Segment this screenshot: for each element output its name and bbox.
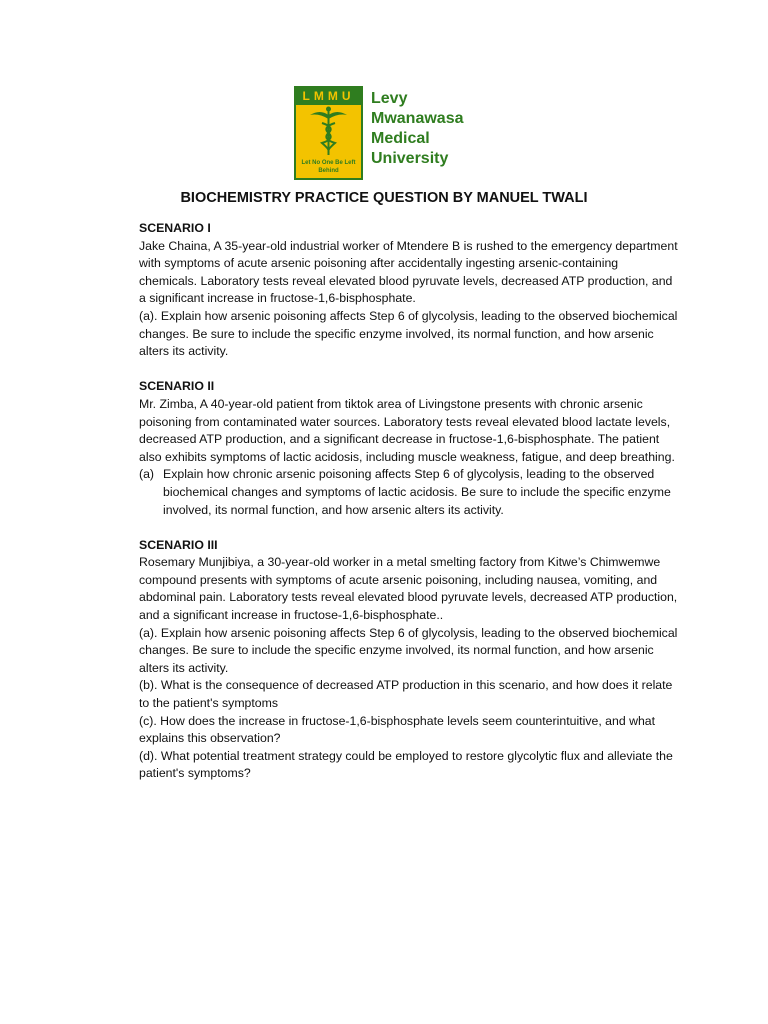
scenario-heading: SCENARIO I: [139, 221, 211, 235]
logo-abbreviation: LMMU: [296, 88, 361, 105]
logo-motto: Let No One Be Left Behind: [296, 157, 361, 178]
document-title: BIOCHEMISTRY PRACTICE QUESTION BY MANUEL TWALI: [180, 190, 588, 206]
logo-name-line: Levy: [371, 90, 408, 107]
caduceus-icon: [296, 105, 361, 157]
question-label: (a): [139, 467, 155, 482]
scenario-text: Jake Chaina, A 35-year-old industrial worker of Mtendere B is rushed to the emergency department with symptoms of acute arsenic poisoning after accidentally ingesting arsenic-containing chemicals. Laboratory tests reveal elevated blood pyruvate levels, decreased ATP production, and a significant increase in fructose-1,6-bisphosphate.: [139, 238, 678, 306]
question-item: (c). How does the increase in fructose-1,6-bisphosphate levels seem counterintuitive, and what explains this observation?: [139, 713, 656, 746]
question-item: (d). What potential treatment strategy could be employed to restore glycolytic flux and alleviate the patient's symptoms?: [139, 748, 673, 781]
logo-university-name: [371, 89, 491, 169]
scenario-text: Mr. Zimba, A 40-year-old patient from tiktok area of Livingstone presents with chronic arsenic poisoning from contaminated water sources. Laboratory tests reveal elevated blood lactate levels, decreased ATP production, and a significant decrease in fructose-1,6-bisphosphate. The patient also exhibits symptoms of lactic acidosis, including muscle weakness, fatigue, and deep breathing.: [139, 396, 675, 464]
question-text: Explain how chronic arsenic poisoning affects Step 6 of glycolysis, leading to the observed biochemical changes and symptoms of lactic acidosis. Be sure to include the specific enzyme involved, its normal function, and how arsenic alters its activity.: [163, 467, 671, 517]
question-item: [139, 466, 679, 519]
logo-name-line: Mwanawasa: [371, 110, 464, 127]
question-item: (b). What is the consequence of decreased ATP production in this scenario, and how does it relate to the patient's symptoms: [139, 678, 673, 711]
scenario-heading: SCENARIO II: [139, 379, 215, 394]
logo-name-line: Medical: [371, 130, 430, 147]
scenario-text: Rosemary Munjibiya, a 30-year-old worker in a metal smelting factory from Kitwe’s Chimwemwe compound presents with symptoms of acute arsenic poisoning, including nausea, vomiting, and abdominal pain. Laboratory tests reveal elevated blood pyruvate levels, decreased ATP production, and a significant increase in fructose-1,6-bisphosphate..: [139, 555, 678, 623]
scenario-heading: SCENARIO III: [139, 537, 218, 552]
question-item: (a). Explain how arsenic poisoning affects Step 6 of glycolysis, leading to the observed biochemical changes. Be sure to include the specific enzyme involved, its normal function, and how arsenic alters its activity.: [139, 308, 678, 359]
document-body: [139, 220, 679, 783]
university-logo: [294, 86, 494, 180]
logo-name-line: University: [371, 150, 449, 167]
question-item: (a). Explain how arsenic poisoning affects Step 6 of glycolysis, leading to the observed biochemical changes. Be sure to include the specific enzyme involved, its normal function, and how arsenic alters its activity.: [139, 625, 678, 675]
